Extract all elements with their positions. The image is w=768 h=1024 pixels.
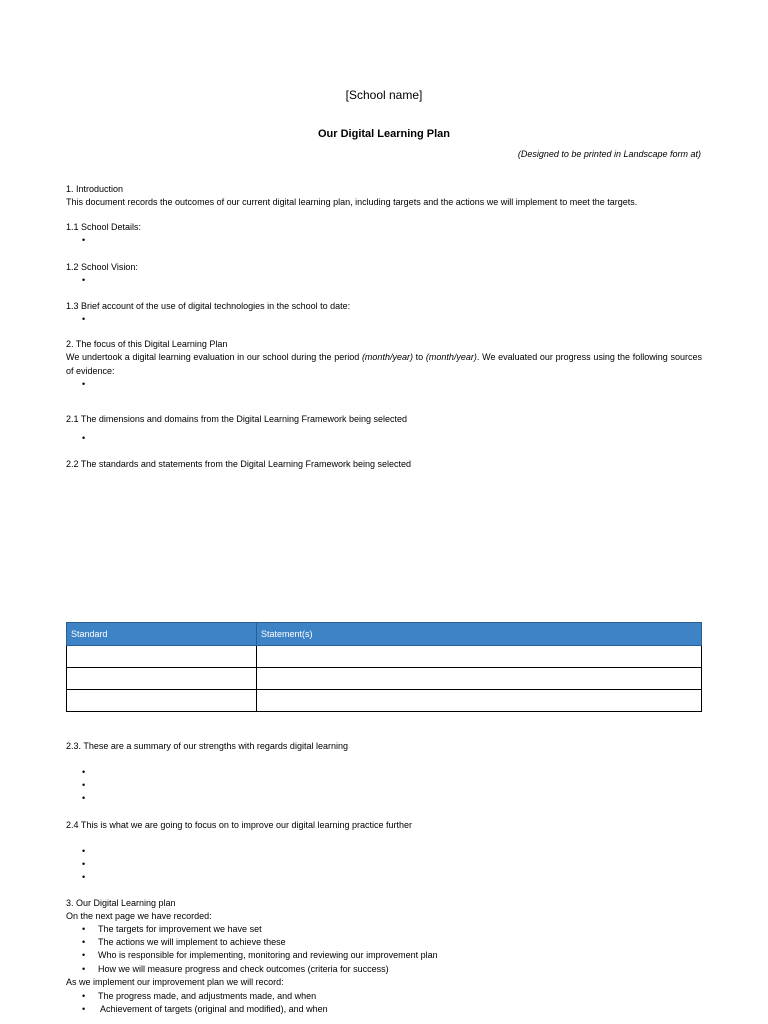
dimensions-heading: 2.1 The dimensions and domains from the Digital Learning Framework being selected <box>66 414 408 424</box>
focus-improve-heading: 2.4 This is what we are going to focus on to improve our digital learning practice further <box>66 820 413 830</box>
table-row <box>67 668 702 690</box>
bullet-point: • <box>82 275 86 285</box>
table-cell[interactable] <box>257 646 702 668</box>
table-row <box>67 690 702 712</box>
school-name: [School name] <box>345 88 423 102</box>
focus-heading: 2. The focus of this Digital Learning Plan <box>66 339 228 349</box>
bullet-point: • <box>82 379 86 389</box>
table-cell[interactable] <box>67 690 257 712</box>
school-vision-heading: 1.2 School Vision: <box>66 262 138 272</box>
bullet-point: • <box>82 433 86 443</box>
table-header-row <box>67 623 702 646</box>
plan-heading: 3. Our Digital Learning plan <box>66 898 176 908</box>
table-cell[interactable] <box>67 646 257 668</box>
bullet-point: • <box>82 859 86 869</box>
table-row <box>67 646 702 668</box>
bullet-point: • <box>82 235 86 245</box>
list-item: • Achievement of targets (original and modified), and when <box>82 1004 328 1014</box>
standards-table <box>66 622 702 712</box>
list-item: • The progress made, and adjustments made, and when <box>82 991 317 1001</box>
bullet-point: • <box>82 780 86 790</box>
period-to: (month/year) <box>425 352 477 362</box>
record-intro: As we implement our improvement plan we will record: <box>66 977 284 987</box>
bullet-point: • <box>82 314 86 324</box>
plan-intro: On the next page we have recorded: <box>66 911 212 921</box>
table-cell[interactable] <box>67 668 257 690</box>
list-item: • Who is responsible for implementing, monitoring and reviewing our improvement plan <box>82 950 438 960</box>
brief-account-heading: 1.3 Brief account of the use of digital technologies in the school to date: <box>66 301 351 311</box>
bullet-point: • <box>82 846 86 856</box>
list-item: • The actions we will implement to achieve these <box>82 937 286 947</box>
table-cell[interactable] <box>257 690 702 712</box>
focus-text: We undertook a digital learning evaluation in our school during the period (month/year) to (month/year). We evaluated our progress using the following sources of evidence: <box>66 352 702 376</box>
list-item: • How we will measure progress and check outcomes (criteria for success) <box>82 964 389 974</box>
bullet-point: • <box>82 793 86 803</box>
column-header-statements: Statement(s) <box>257 623 702 646</box>
intro-text: This document records the outcomes of our current digital learning plan, including targets and the actions we will implement to meet the targets. <box>66 197 638 207</box>
period-from: (month/year) <box>361 352 413 362</box>
print-note: (Designed to be printed in Landscape form at) <box>517 149 701 159</box>
column-header-standard: Standard <box>67 623 257 646</box>
page-title: Our Digital Learning Plan <box>317 128 451 140</box>
bullet-point: • <box>82 872 86 882</box>
school-details-heading: 1.1 School Details: <box>66 222 142 232</box>
table-cell[interactable] <box>257 668 702 690</box>
strengths-heading: 2.3. These are a summary of our strengths with regards digital learning <box>66 741 348 751</box>
list-item: • The targets for improvement we have set <box>82 924 262 934</box>
bullet-point: • <box>82 767 86 777</box>
standards-heading: 2.2 The standards and statements from the Digital Learning Framework being selected <box>66 459 412 469</box>
intro-heading: 1. Introduction <box>66 184 124 194</box>
